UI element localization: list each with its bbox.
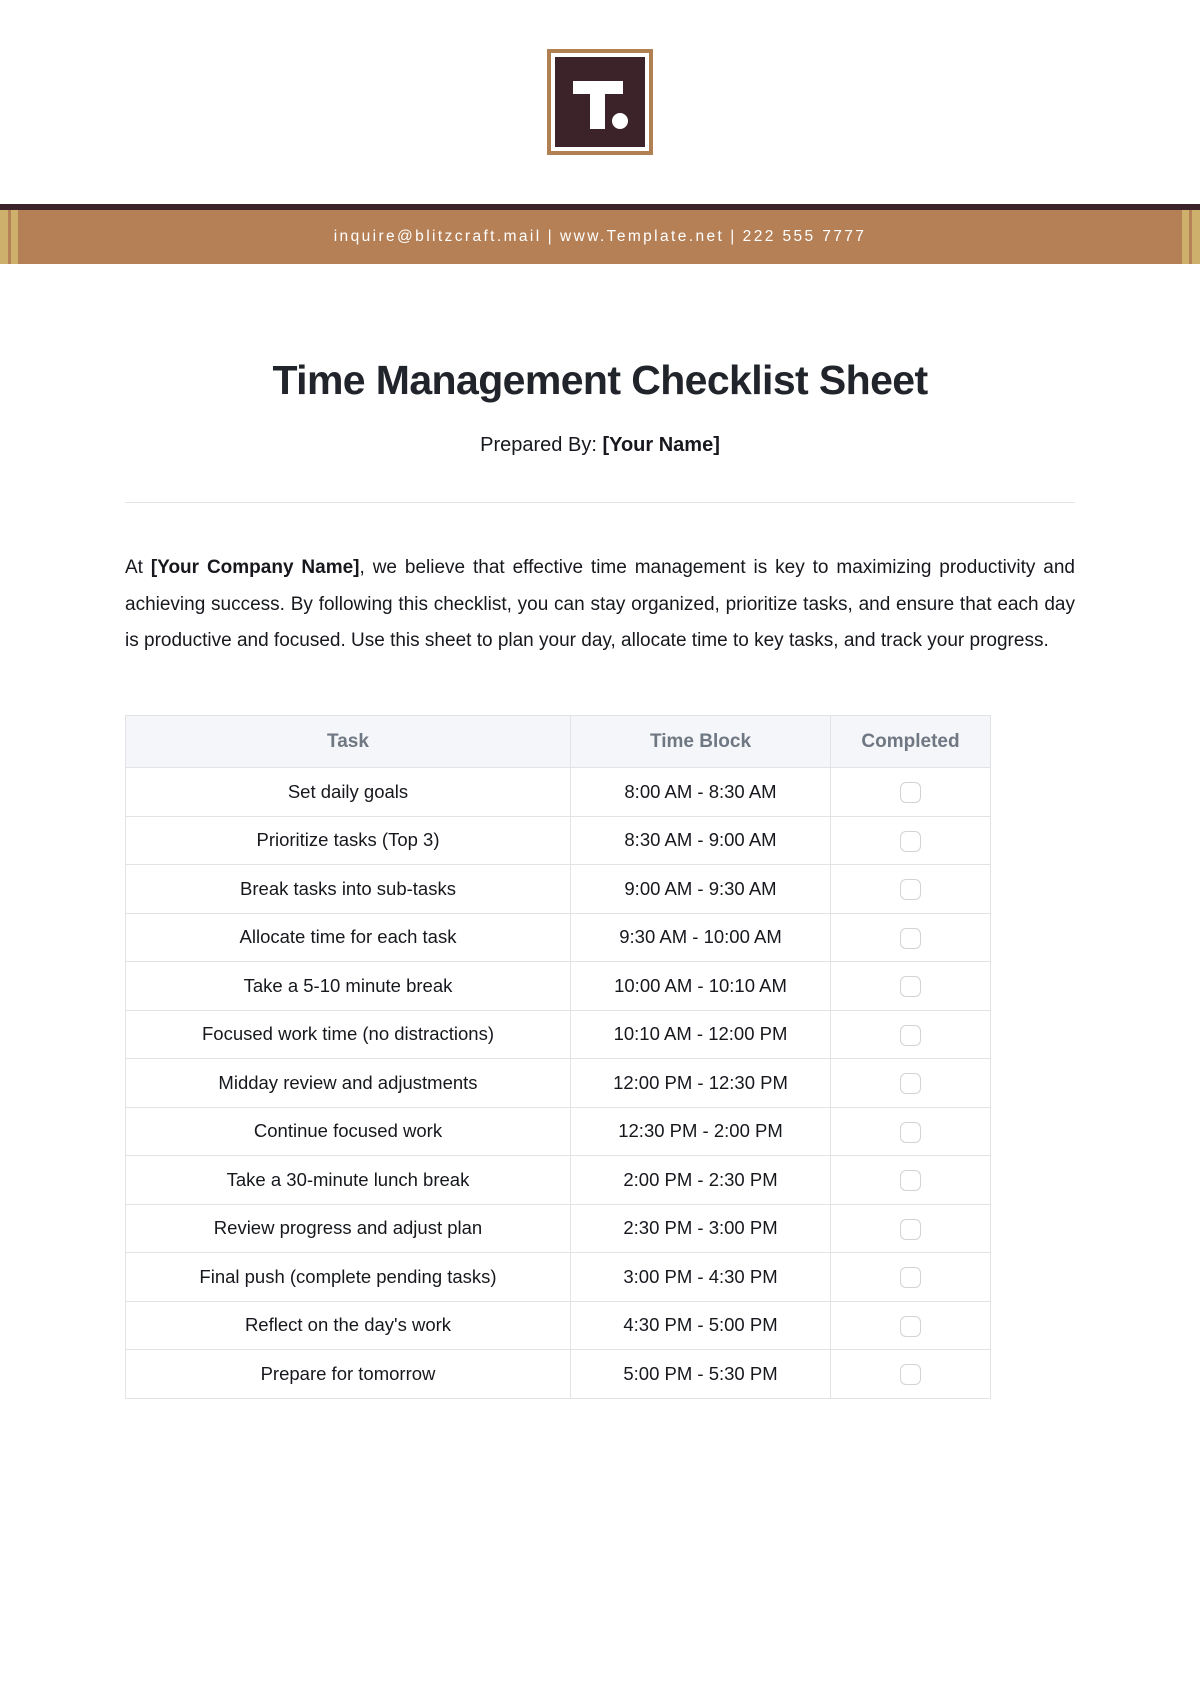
cell-completed [831,913,991,962]
cell-time-block: 2:00 PM - 2:30 PM [571,1156,831,1205]
table-row [126,1010,991,1059]
cell-time-block: 9:00 AM - 9:30 AM [571,865,831,914]
column-header-time-block: Time Block [571,716,831,768]
cell-time-block: 5:00 PM - 5:30 PM [571,1350,831,1399]
contact-bar-stripe-right-inner [1182,210,1189,264]
contact-phone[interactable]: 222 555 7777 [742,228,867,245]
page-bottom-spacer [125,1399,1075,1529]
header-divider [125,502,1075,503]
contact-separator-2: | [730,228,737,245]
checklist-table-head [126,716,991,768]
intro-paragraph [125,550,1075,660]
prepared-by-line [125,434,1075,457]
table-row [126,1156,991,1205]
cell-task: Set daily goals [126,768,571,817]
table-row [126,865,991,914]
cell-task: Final push (complete pending tasks) [126,1253,571,1302]
table-row [126,816,991,865]
cell-time-block: 4:30 PM - 5:00 PM [571,1301,831,1350]
logo-tile [555,57,645,147]
completed-checkbox[interactable] [900,1364,921,1385]
checklist-table [125,715,991,1399]
cell-task: Review progress and adjust plan [126,1204,571,1253]
cell-time-block: 2:30 PM - 3:00 PM [571,1204,831,1253]
cell-time-block: 12:30 PM - 2:00 PM [571,1107,831,1156]
page-title: Time Management Checklist Sheet [272,357,928,403]
contact-email[interactable]: inquire@blitzcraft.mail [333,228,542,245]
cell-task: Midday review and adjustments [126,1059,571,1108]
table-row [126,1301,991,1350]
logo-band [0,0,1200,204]
document-body [0,357,1200,1529]
contact-bar-stripe-left-inner [11,210,18,264]
intro-lead-in: At [125,557,151,579]
table-row [126,1350,991,1399]
completed-checkbox[interactable] [900,879,921,900]
cell-completed [831,1059,991,1108]
company-name-placeholder[interactable]: [Your Company Name] [150,557,360,579]
cell-time-block: 10:00 AM - 10:10 AM [571,962,831,1011]
table-row [126,1107,991,1156]
completed-checkbox[interactable] [900,1267,921,1288]
table-row [126,768,991,817]
brand-logo [547,49,653,155]
cell-task: Prepare for tomorrow [126,1350,571,1399]
cell-completed [831,1010,991,1059]
cell-completed [831,1156,991,1205]
cell-completed [831,768,991,817]
cell-time-block: 8:00 AM - 8:30 AM [571,768,831,817]
completed-checkbox[interactable] [900,928,921,949]
cell-completed [831,962,991,1011]
cell-task: Focused work time (no distractions) [126,1010,571,1059]
cell-task: Take a 5-10 minute break [126,962,571,1011]
completed-checkbox[interactable] [900,1073,921,1094]
cell-time-block: 12:00 PM - 12:30 PM [571,1059,831,1108]
completed-checkbox[interactable] [900,1219,921,1240]
column-header-task: Task [126,716,571,768]
checklist-table-body [126,768,991,1399]
table-row [126,962,991,1011]
cell-completed [831,1253,991,1302]
contact-info [334,228,867,246]
completed-checkbox[interactable] [900,831,921,852]
completed-checkbox[interactable] [900,782,921,803]
completed-checkbox[interactable] [900,1316,921,1337]
cell-completed [831,1107,991,1156]
contact-bar [0,204,1200,264]
cell-task: Break tasks into sub-tasks [126,865,571,914]
cell-time-block: 3:00 PM - 4:30 PM [571,1253,831,1302]
completed-checkbox[interactable] [900,1170,921,1191]
cell-completed [831,1301,991,1350]
prepared-by-value[interactable]: [Your Name] [602,434,720,457]
cell-completed [831,865,991,914]
intro-body: , we believe that effective time management is key to maximizing productivity and achieving success. By following this checklist, you can stay organized, prioritize tasks, and ensure that each day is productive and focused. Use this sheet to plan your day, allocate time to key tasks, and track your progress. [125,557,1075,652]
table-row [126,1253,991,1302]
cell-time-block: 10:10 AM - 12:00 PM [571,1010,831,1059]
cell-completed [831,1350,991,1399]
contact-separator-1: | [547,228,555,245]
table-row [126,913,991,962]
column-header-completed: Completed [831,716,991,768]
cell-completed [831,1204,991,1253]
table-row [126,1059,991,1108]
contact-website[interactable]: www.Template.net [560,228,725,245]
cell-task: Continue focused work [126,1107,571,1156]
logo-letter-t-stem-icon [590,81,605,129]
logo-dot-icon [612,113,628,129]
completed-checkbox[interactable] [900,1122,921,1143]
contact-bar-stripe-right-outer [1192,210,1200,264]
contact-bar-stripe-left-outer [0,210,8,264]
cell-completed [831,816,991,865]
completed-checkbox[interactable] [900,976,921,997]
cell-time-block: 8:30 AM - 9:00 AM [571,816,831,865]
cell-task: Take a 30-minute lunch break [126,1156,571,1205]
table-row [126,1204,991,1253]
cell-task: Reflect on the day's work [126,1301,571,1350]
prepared-by-label: Prepared By: [480,434,597,457]
cell-task: Prioritize tasks (Top 3) [126,816,571,865]
cell-time-block: 9:30 AM - 10:00 AM [571,913,831,962]
completed-checkbox[interactable] [900,1025,921,1046]
table-header-row [126,716,991,768]
cell-task: Allocate time for each task [126,913,571,962]
